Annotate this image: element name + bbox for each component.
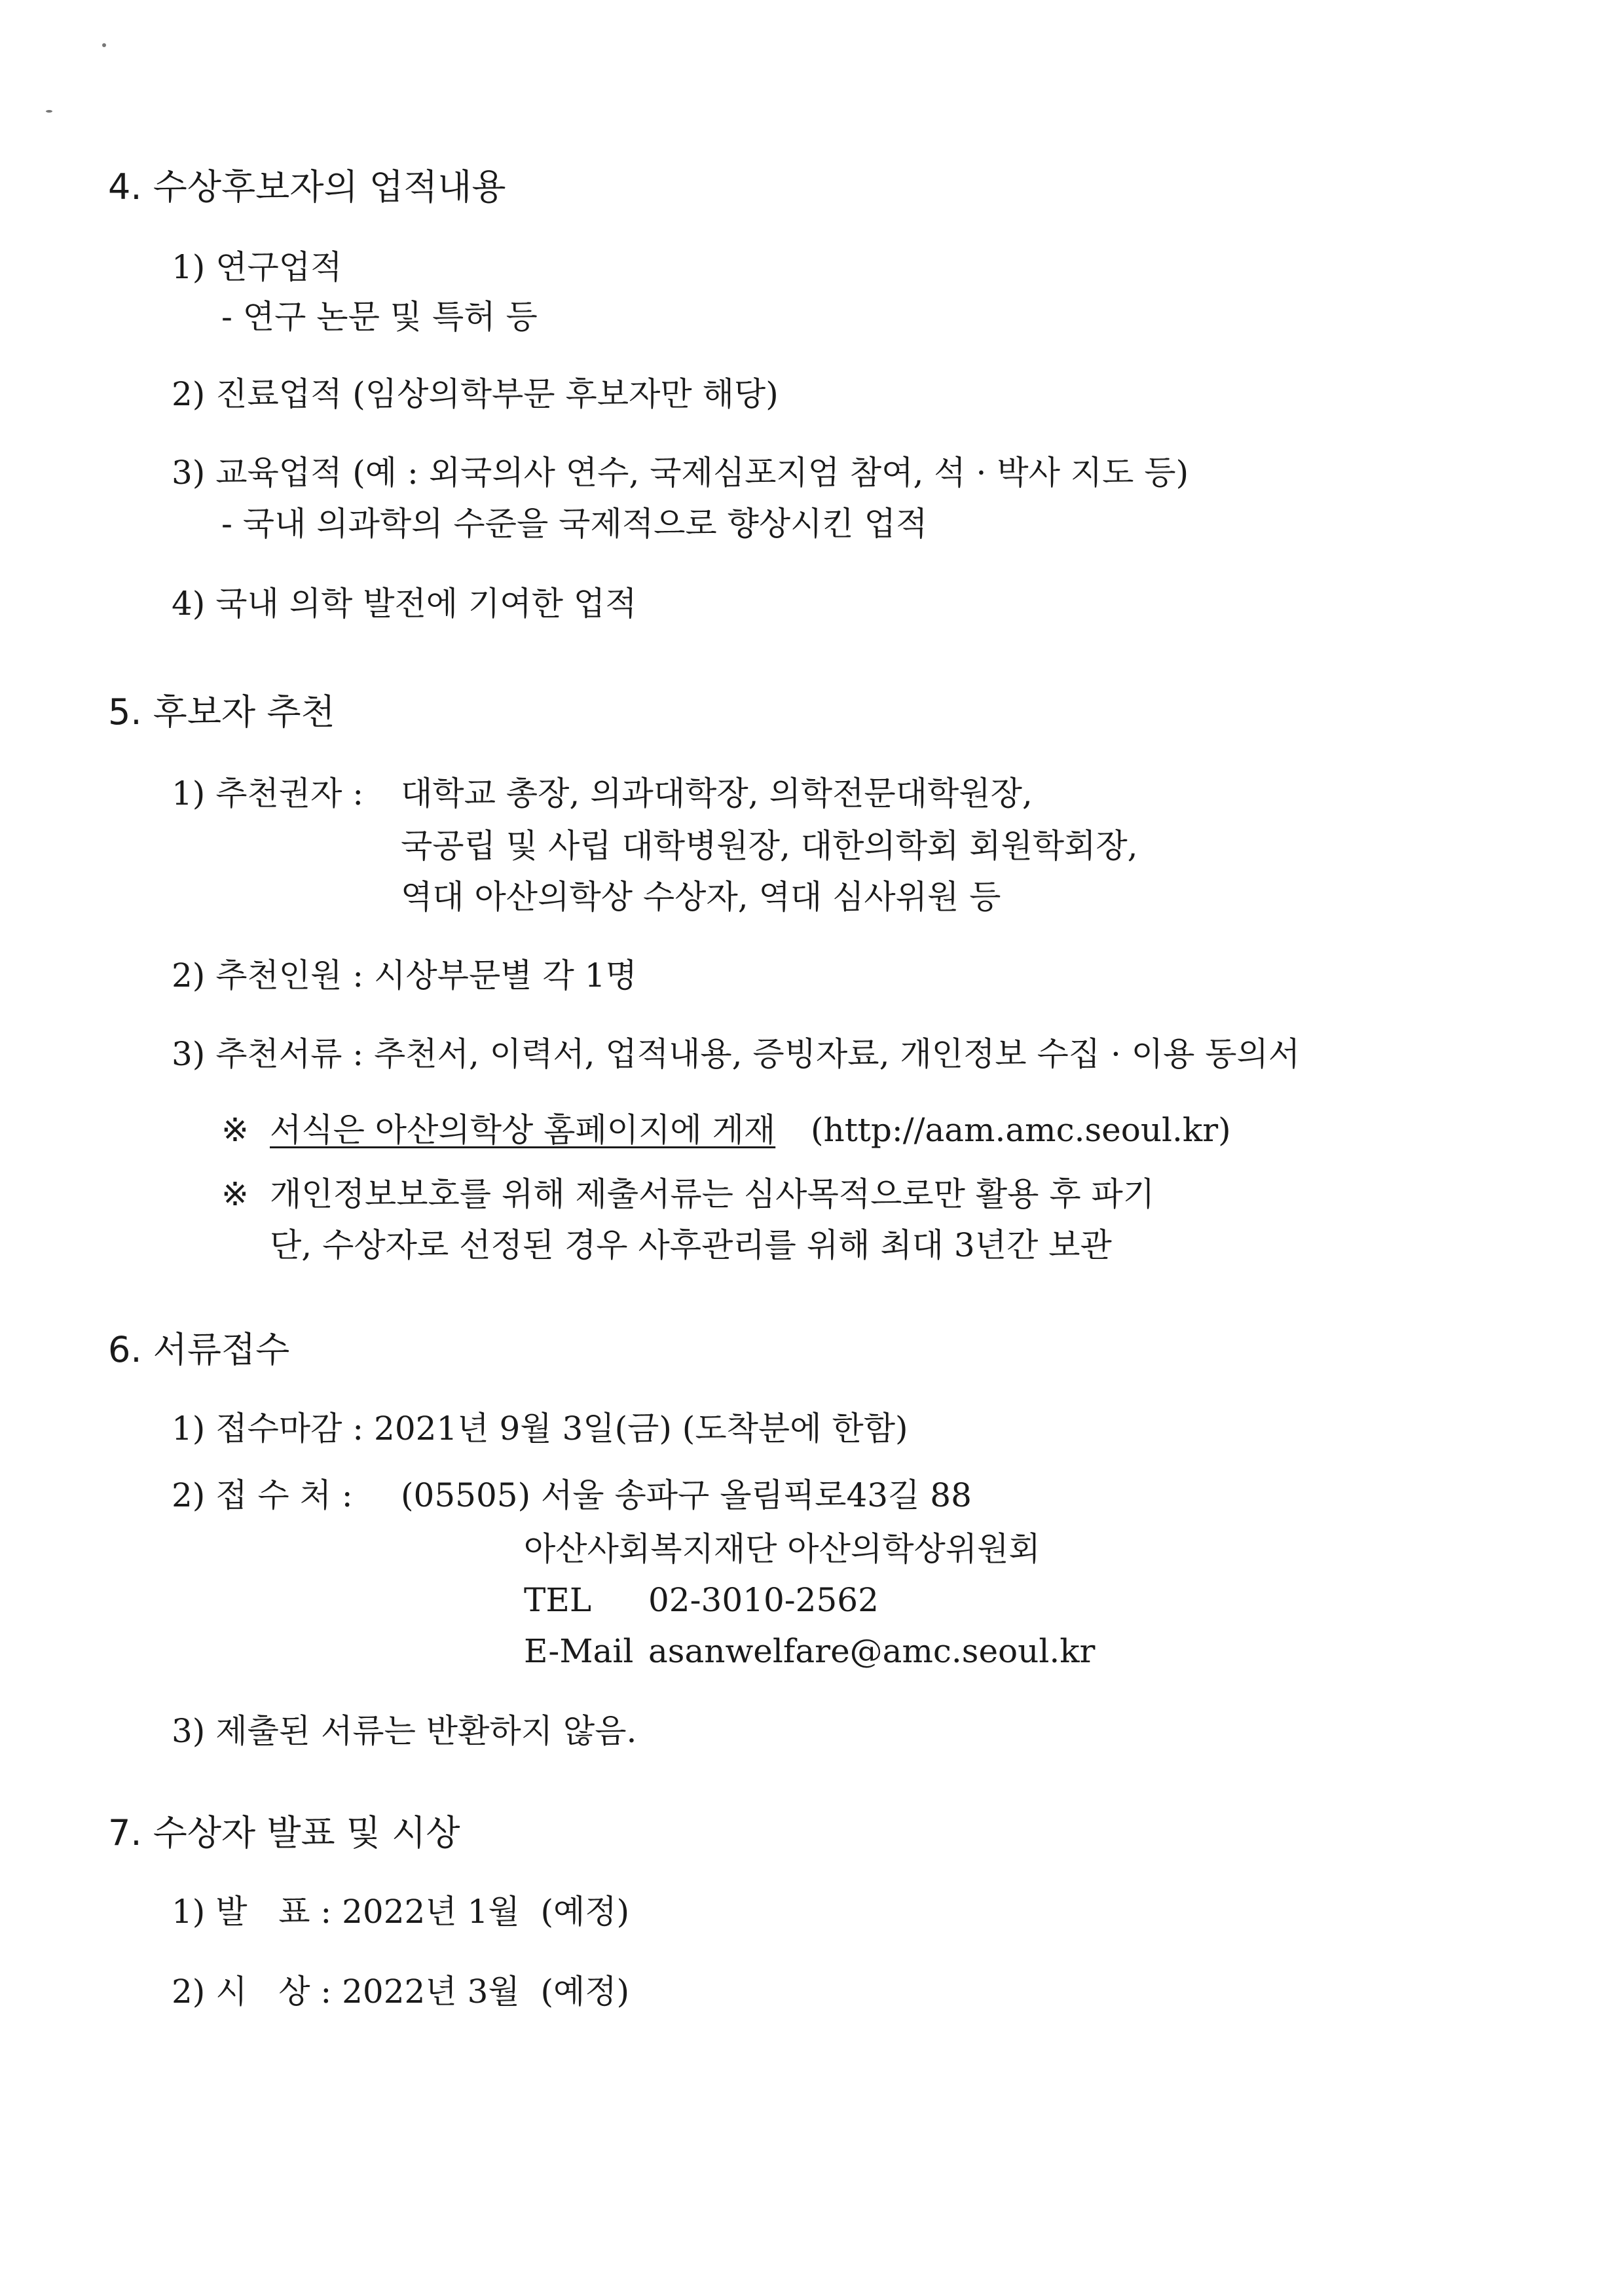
s4-item-2: 2) 진료업적 (임상의학부문 후보자만 해당): [172, 375, 779, 413]
s5-item-3: 3) 추천서류 : 추천서, 이력서, 업적내용, 증빙자료, 개인정보 수집 · 이용 동의서: [172, 1035, 1301, 1073]
s6-address: (05505) 서울 송파구 올림픽로43길 88: [401, 1476, 972, 1514]
s4-item-3-sub: - 국내 의과학의 수준을 국제적으로 향상시킨 업적: [221, 505, 928, 543]
s6-tel-label: TEL: [524, 1581, 592, 1619]
s6-organization: 아산사회복지재단 아산의학상위원회: [524, 1530, 1041, 1568]
s5-note-1-mark: ※: [221, 1111, 249, 1149]
s6-tel-value: 02-3010-2562: [648, 1581, 879, 1619]
s4-item-3: 3) 교육업적 (예 : 외국의사 연수, 국제심포지엄 참여, 석 · 박사 지도 등): [172, 454, 1189, 492]
s5-item-1-line-3: 역대 아산의학상 수상자, 역대 심사위원 등: [401, 878, 1001, 916]
s5-item-2: 2) 추천인원 : 시상부문별 각 1명: [172, 957, 637, 994]
s5-note-2-line-2: 단, 수상자로 선정된 경우 사후관리를 위해 최대 3년간 보관: [270, 1226, 1112, 1264]
section-5-heading: 5. 후보자 추천: [108, 691, 335, 733]
scan-speck: [102, 43, 106, 47]
s5-note-2-line-1: 개인정보보호를 위해 제출서류는 심사목적으로만 활용 후 파기: [270, 1175, 1155, 1213]
s5-note-2-mark: ※: [221, 1175, 249, 1213]
section-7-heading: 7. 수상자 발표 및 시상: [108, 1812, 460, 1853]
section-6-heading: 6. 서류접수: [108, 1329, 290, 1370]
s6-item-3: 3) 제출된 서류는 반환하지 않음.: [172, 1712, 637, 1750]
s4-item-1: 1) 연구업적: [172, 248, 342, 286]
s7-item-2: 2) 시 상 : 2022년 3월 (예정): [172, 1973, 630, 2011]
section-4-heading: 4. 수상후보자의 업적내용: [108, 166, 506, 208]
scan-speck: [46, 110, 52, 113]
s6-item-1: 1) 접수마감 : 2021년 9월 3일(금) (도착분에 한함): [172, 1410, 908, 1448]
s5-item-1-line-1: 대학교 총장, 의과대학장, 의학전문대학원장,: [401, 774, 1033, 812]
s6-item-2-label: 2) 접 수 처 :: [172, 1476, 353, 1514]
s6-email-label: E-Mail: [524, 1632, 634, 1670]
s5-item-1-label: 1) 추천권자 :: [172, 774, 364, 812]
s5-note-1-text: 서식은 아산의학상 홈페이지에 게재: [270, 1111, 776, 1149]
s4-item-1-sub: - 연구 논문 및 특허 등: [221, 298, 538, 336]
s6-email-value[interactable]: asanwelfare@amc.seoul.kr: [648, 1632, 1096, 1670]
s5-note-1-url[interactable]: (http://aam.amc.seoul.kr): [811, 1111, 1231, 1149]
s7-item-1: 1) 발 표 : 2022년 1월 (예정): [172, 1893, 630, 1931]
s4-item-4: 4) 국내 의학 발전에 기여한 업적: [172, 585, 637, 623]
s5-item-1-line-2: 국공립 및 사립 대학병원장, 대한의학회 회원학회장,: [401, 827, 1138, 865]
